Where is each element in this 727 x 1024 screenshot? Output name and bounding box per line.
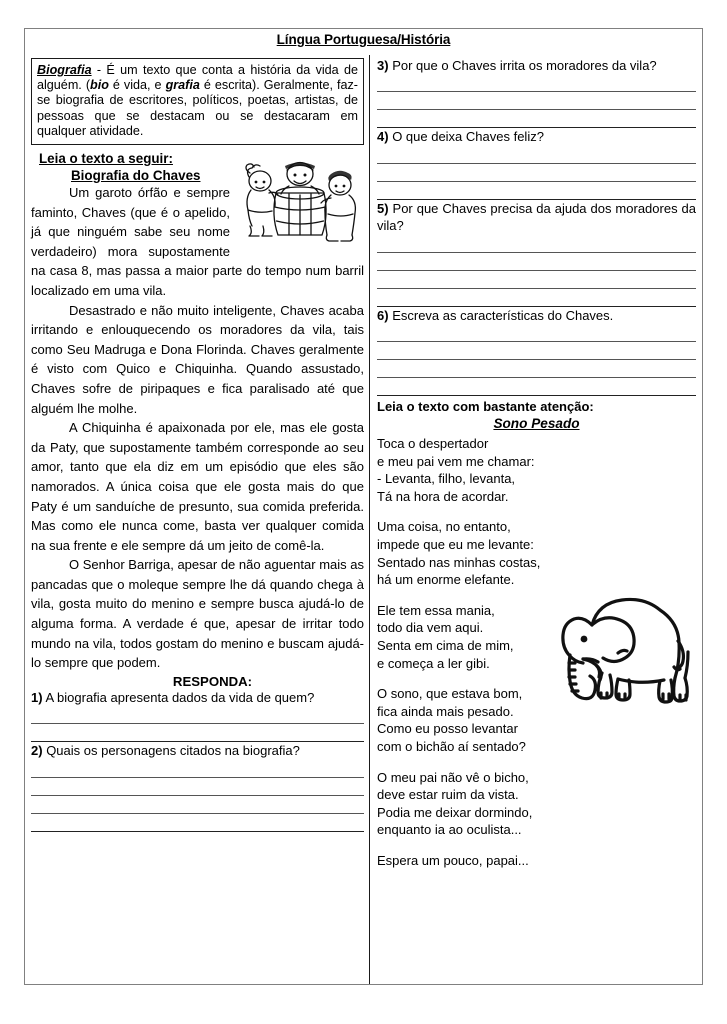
reading-title: Biografia do Chaves: [71, 168, 201, 184]
definition-part2: é vida, e: [108, 78, 166, 93]
question-5-number: 5): [377, 200, 389, 216]
biography-paragraph-2: Desastrado e não muito inteligente, Chaves acaba irritando e enlouquecendo os moradores da vila, tais como Seu Madruga e Dona Florinda. Chaves geralmente é visto com Quico e Chiquinha. Quando assustado, Chaves sofre de piripaques e fica paralisado até que alguém lhe molhe.: [31, 302, 364, 416]
question-5-answer-lines[interactable]: [377, 235, 696, 307]
question-5-text: Por que Chaves precisa da ajuda dos moradores da vila?: [377, 200, 696, 234]
answer-line[interactable]: [377, 182, 696, 200]
poem-stanza-2: [377, 518, 696, 588]
biography-paragraph-1: Um garoto órfão e sempre faminto, Chaves (que é o apelido, já que ninguém sabe seu nome verdadeiro) mora supostamente na casa 8, mas passa a maior parte do tempo num barril localizado em uma vila.: [31, 185, 364, 298]
answer-line[interactable]: [377, 253, 696, 271]
question-3-number: 3): [377, 58, 389, 73]
question-6-text: Escreva as características do Chaves.: [392, 307, 614, 323]
poem-line: enquanto ia ao oculista...: [377, 822, 522, 838]
answer-line[interactable]: [31, 796, 364, 814]
question-1: [31, 689, 364, 707]
poem-line: e começa a ler gibi.: [377, 655, 490, 671]
definition-em-bio: bio: [90, 78, 109, 93]
question-3: [377, 57, 696, 74]
question-2-answer-lines[interactable]: [31, 760, 364, 832]
poem-line: Como eu posso levantar: [377, 721, 518, 737]
page-title: Língua Portuguesa/História: [276, 32, 451, 47]
poem-stanza-1: [377, 435, 696, 505]
question-4: [377, 128, 696, 145]
answer-line[interactable]: [31, 760, 364, 778]
poem-body: [377, 435, 696, 869]
poem-line: deve estar ruim da vista.: [377, 787, 519, 803]
poem-line: Sentado nas minhas costas,: [377, 554, 541, 570]
page-header: [25, 29, 702, 55]
poem-line: impede que eu me levante:: [377, 537, 534, 552]
definition-part1: É um texto que conta a história da vida de alguém. (: [37, 63, 358, 93]
poem-line: O meu pai não vê o bicho,: [377, 769, 529, 785]
right-column: [370, 55, 702, 984]
answer-line[interactable]: [377, 110, 696, 128]
poem-line: Tá na hora de acordar.: [377, 488, 509, 504]
definition-text: [37, 63, 358, 139]
definition-em-grafia: grafia: [165, 78, 200, 93]
elephant-illustration: [556, 581, 698, 709]
question-4-text: O que deixa Chaves feliz?: [392, 129, 544, 145]
responda-label: RESPONDA:: [172, 673, 253, 689]
answer-line[interactable]: [377, 378, 696, 396]
answer-line[interactable]: [31, 814, 364, 832]
answer-line[interactable]: [377, 92, 696, 110]
left-column: [25, 55, 369, 984]
answer-line[interactable]: [377, 289, 696, 307]
definition-dash: -: [91, 63, 107, 77]
question-3-text: Por que o Chaves irrita os moradores da vila?: [392, 58, 657, 73]
answer-line[interactable]: [377, 235, 696, 253]
poem-line: há um enorme elefante.: [377, 572, 515, 588]
chaves-barrel-illustration: [236, 157, 364, 243]
poem-stanza-5: [377, 769, 696, 839]
poem-line: Uma coisa, no entanto,: [377, 519, 511, 535]
biography-paragraph-3: A Chiquinha é apaixonada por ele, mas ele gosta da Paty, que supostamente também corresponde ao seu amor, tanto que ela diz em um episódio que eles são namorados. A única coisa que ele gosta mais do que Paty é um sanduíche de presunto, sua comida preferida. Mas como ele nunca come, basta ver qualquer comida na sua frente e ele sempre dá um jeito de comê-la.: [31, 420, 364, 553]
poem-line: Toca o despertador: [377, 436, 489, 452]
worksheet-page: [24, 28, 703, 985]
question-1-number: 1): [31, 689, 43, 705]
poem-stanza-6: [377, 852, 696, 870]
poem-instruction: Leia o texto com bastante atenção:: [377, 399, 594, 415]
poem-line: Senta em cima de mim,: [377, 637, 514, 653]
question-3-answer-lines[interactable]: [377, 74, 696, 128]
answer-line[interactable]: [31, 706, 364, 724]
poem-line: Ele tem essa mania,: [377, 602, 495, 618]
question-2-text: Quais os personagens citados na biografia?: [46, 743, 300, 759]
question-4-answer-lines[interactable]: [377, 146, 696, 200]
question-6: [377, 307, 696, 324]
answer-line[interactable]: [31, 778, 364, 796]
biography-paragraph-4: O Senhor Barriga, apesar de não aguentar mais as pancadas que o moleque sempre lhe dá quando chega à vila, gosta muito do menino e sempre busca ajudá-lo de alguma forma. A verdade é que, apesar de irritar todo mundo na vila, todos gostam do menino e buscam ajudá-lo sempre que podem.: [31, 557, 364, 671]
question-2: [31, 742, 364, 760]
poem-line: fica ainda mais pesado.: [377, 703, 514, 719]
answer-line[interactable]: [31, 724, 364, 742]
poem-line: e meu pai vem me chamar:: [377, 453, 535, 469]
question-6-number: 6): [377, 307, 389, 323]
two-column-layout: [25, 55, 702, 984]
answer-line[interactable]: [377, 360, 696, 378]
question-6-answer-lines[interactable]: [377, 324, 696, 396]
answer-line[interactable]: [377, 74, 696, 92]
question-1-text: A biografia apresenta dados da vida de quem?: [45, 689, 315, 705]
poem-line: Espera um pouco, papai...: [377, 852, 529, 868]
answer-line[interactable]: [377, 164, 696, 182]
poem-line: com o bichão aí sentado?: [377, 738, 526, 754]
question-2-number: 2): [31, 743, 43, 759]
poem-line: todo dia vem aqui.: [377, 620, 484, 636]
answer-line[interactable]: [377, 324, 696, 342]
definition-part3: é escrita). Geralmente, faz-se biografia de escritores, políticos, poetas, artistas, de pessoas que se destacam ou se destacaram em qualquer atividade.: [37, 78, 359, 138]
poem-line: Podia me deixar dormindo,: [377, 804, 533, 820]
poem-line: O sono, que estava bom,: [377, 686, 523, 702]
poem-title: Sono Pesado: [493, 416, 580, 432]
poem-line: - Levanta, filho, levanta,: [377, 471, 516, 487]
definition-box: [31, 58, 364, 145]
reading-instruction: Leia o texto a seguir:: [39, 151, 173, 167]
answer-line[interactable]: [377, 342, 696, 360]
question-1-answer-lines[interactable]: [31, 706, 364, 742]
answer-line[interactable]: [377, 146, 696, 164]
answer-line[interactable]: [377, 271, 696, 289]
biography-body: [31, 183, 364, 673]
definition-term: Biografia: [37, 63, 92, 77]
question-4-number: 4): [377, 129, 389, 145]
question-5: [377, 200, 696, 235]
